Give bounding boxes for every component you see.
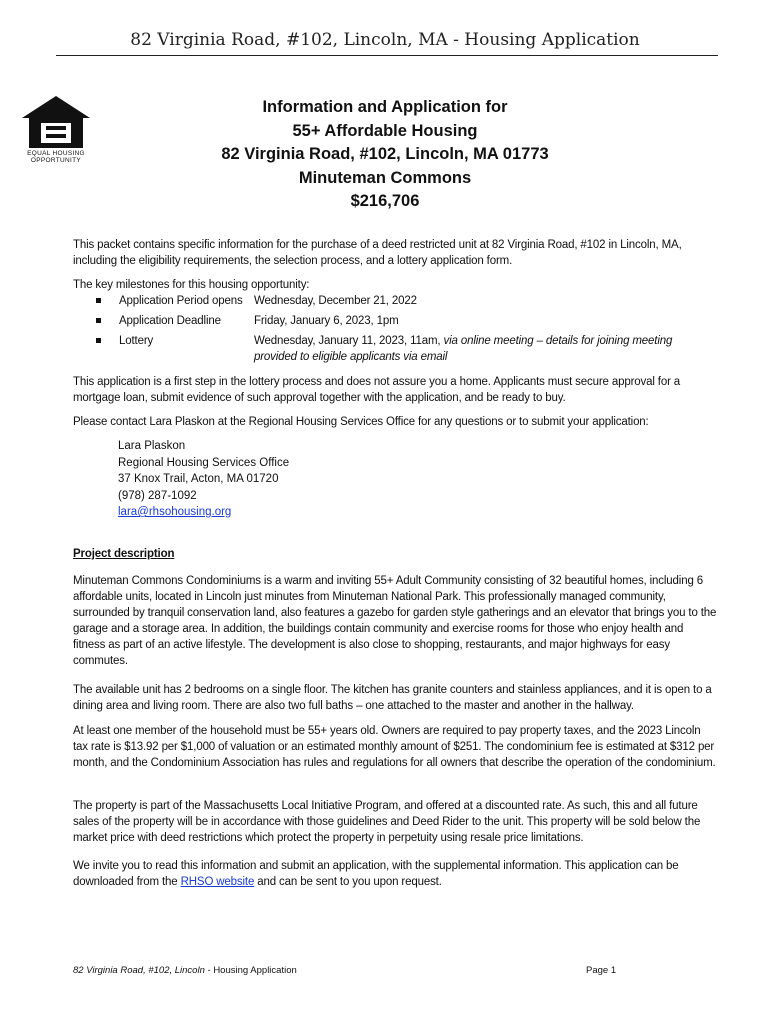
contact-address-block [118, 438, 289, 521]
document-title [170, 96, 600, 214]
milestone-value: Friday, January 6, 2023, 1pm [254, 315, 399, 327]
milestone-value [254, 333, 714, 365]
project-paragraph: Minuteman Commons Condominiums is a warm and inviting 55+ Adult Community consisting of 32 beautiful homes, including 6 affordable units, located in Lincoln just minutes from Minuteman National Park. This professionally managed community, surrounded by tranquil conservation land, also features a gazebo for garden style gatherings and an elevator that brings you to the garage and a storage area. In addition, the buildings contain community and exercise rooms for those who enjoy health and fitness as part of an active lifestyle. The development is also close to shopping, restaurants, and major highways for easy commutes. [73, 575, 717, 667]
milestone-item [96, 313, 716, 333]
project-paragraph: The available unit has 2 bedrooms on a single floor. The kitchen has granite counters and stainless appliances, and it is open to a dining area and living room. There are also two full baths – one attached to the master and another in the hallway. [73, 684, 712, 712]
project-paragraph: At least one member of the household must be 55+ years old. Owners are required to pay property taxes, and the 2023 Lincoln tax rate is $13.92 per $1,000 of valuation or an estimated monthly amount of $251. The condominium fee is estimated at $312 per month, and the Condominium Association has rules and regulations for all owners that describe the operation of the condominium. [73, 725, 716, 769]
square-bullet-icon [96, 298, 101, 303]
logo-caption-line2: OPPORTUNITY [30, 157, 82, 164]
title-line: Minuteman Commons [298, 168, 472, 187]
contact-phone: (978) 287-1092 [118, 489, 197, 502]
contact-name: Lara Plaskon [118, 440, 186, 452]
contact-office: Regional Housing Services Office [118, 456, 290, 469]
download-text-end: and can be sent to you upon request. [254, 876, 442, 888]
logo-caption-line1: EQUAL HOUSING [27, 150, 85, 157]
contact-email-link[interactable]: lara@rhsohousing.org [118, 506, 232, 518]
milestone-value: Wednesday, December 21, 2022 [254, 295, 417, 307]
header-title: 82 Virginia Road, #102, Lincoln, MA - Housing Application [130, 30, 640, 50]
footer-address: 82 Virginia Road, #102, Lincoln [73, 965, 205, 976]
title-line: Information and Application for [262, 98, 508, 116]
milestone-note: via online meeting – details for joining meeting provided to eligible applicants via email [254, 335, 673, 363]
project-paragraph: The property is part of the Massachusetts Local Initiative Program, and offered at a discounted rate. As such, this and all future sales of the property will be in accordance with those guidelines and Deed Rider to the unit. This property will be sold below the market price with deed restrictions which protect the property in perpetuity using resale price limitations. [73, 800, 701, 844]
download-text: We invite you to read this information and submit an application, with the supplemental information. This application can be downloaded from the [73, 860, 679, 888]
title-line: 55+ Affordable Housing [292, 121, 478, 140]
page-number: Page 1 [586, 965, 617, 976]
footer-title [73, 965, 297, 976]
milestone-item [96, 293, 716, 313]
header-divider [56, 55, 718, 56]
intro-paragraph: This packet contains specific information for the purchase of a deed restricted unit at 82 Virginia Road, #102 in Lincoln, MA, including the eligibility requirements, the selection process, and a lottery application form. [73, 239, 682, 267]
disclaimer-paragraph: This application is a first step in the lottery process and does not assure you a home. Applicants must secure approval for a mortgage loan, submit evidence of such approval together with the application, and be ready to buy. [73, 376, 681, 404]
contact-lead: Please contact Lara Plaskon at the Regional Housing Services Office for any questions or to submit your application: [73, 416, 649, 428]
square-bullet-icon [96, 338, 101, 343]
contact-address: 37 Knox Trail, Acton, MA 01720 [118, 473, 279, 485]
logo-caption [22, 150, 90, 164]
milestone-label: Application Deadline [119, 315, 221, 327]
title-line: 82 Virginia Road, #102, Lincoln, MA 01773 [221, 145, 549, 163]
square-bullet-icon [96, 318, 101, 323]
milestones-lead: The key milestones for this housing opportunity: [73, 279, 310, 291]
milestone-label: Lottery [119, 335, 154, 347]
rhso-website-link[interactable]: RHSO website [180, 876, 255, 888]
footer-doc-name: - Housing Application [204, 965, 297, 976]
milestones-list [96, 293, 716, 367]
milestone-date: Wednesday, January 11, 2023, 11am, [254, 335, 441, 347]
project-description-heading: Project description [73, 548, 175, 560]
milestone-label: Application Period opens [119, 295, 243, 307]
milestone-item [96, 333, 716, 367]
price: $216,706 [350, 192, 420, 210]
project-paragraph [73, 858, 718, 890]
